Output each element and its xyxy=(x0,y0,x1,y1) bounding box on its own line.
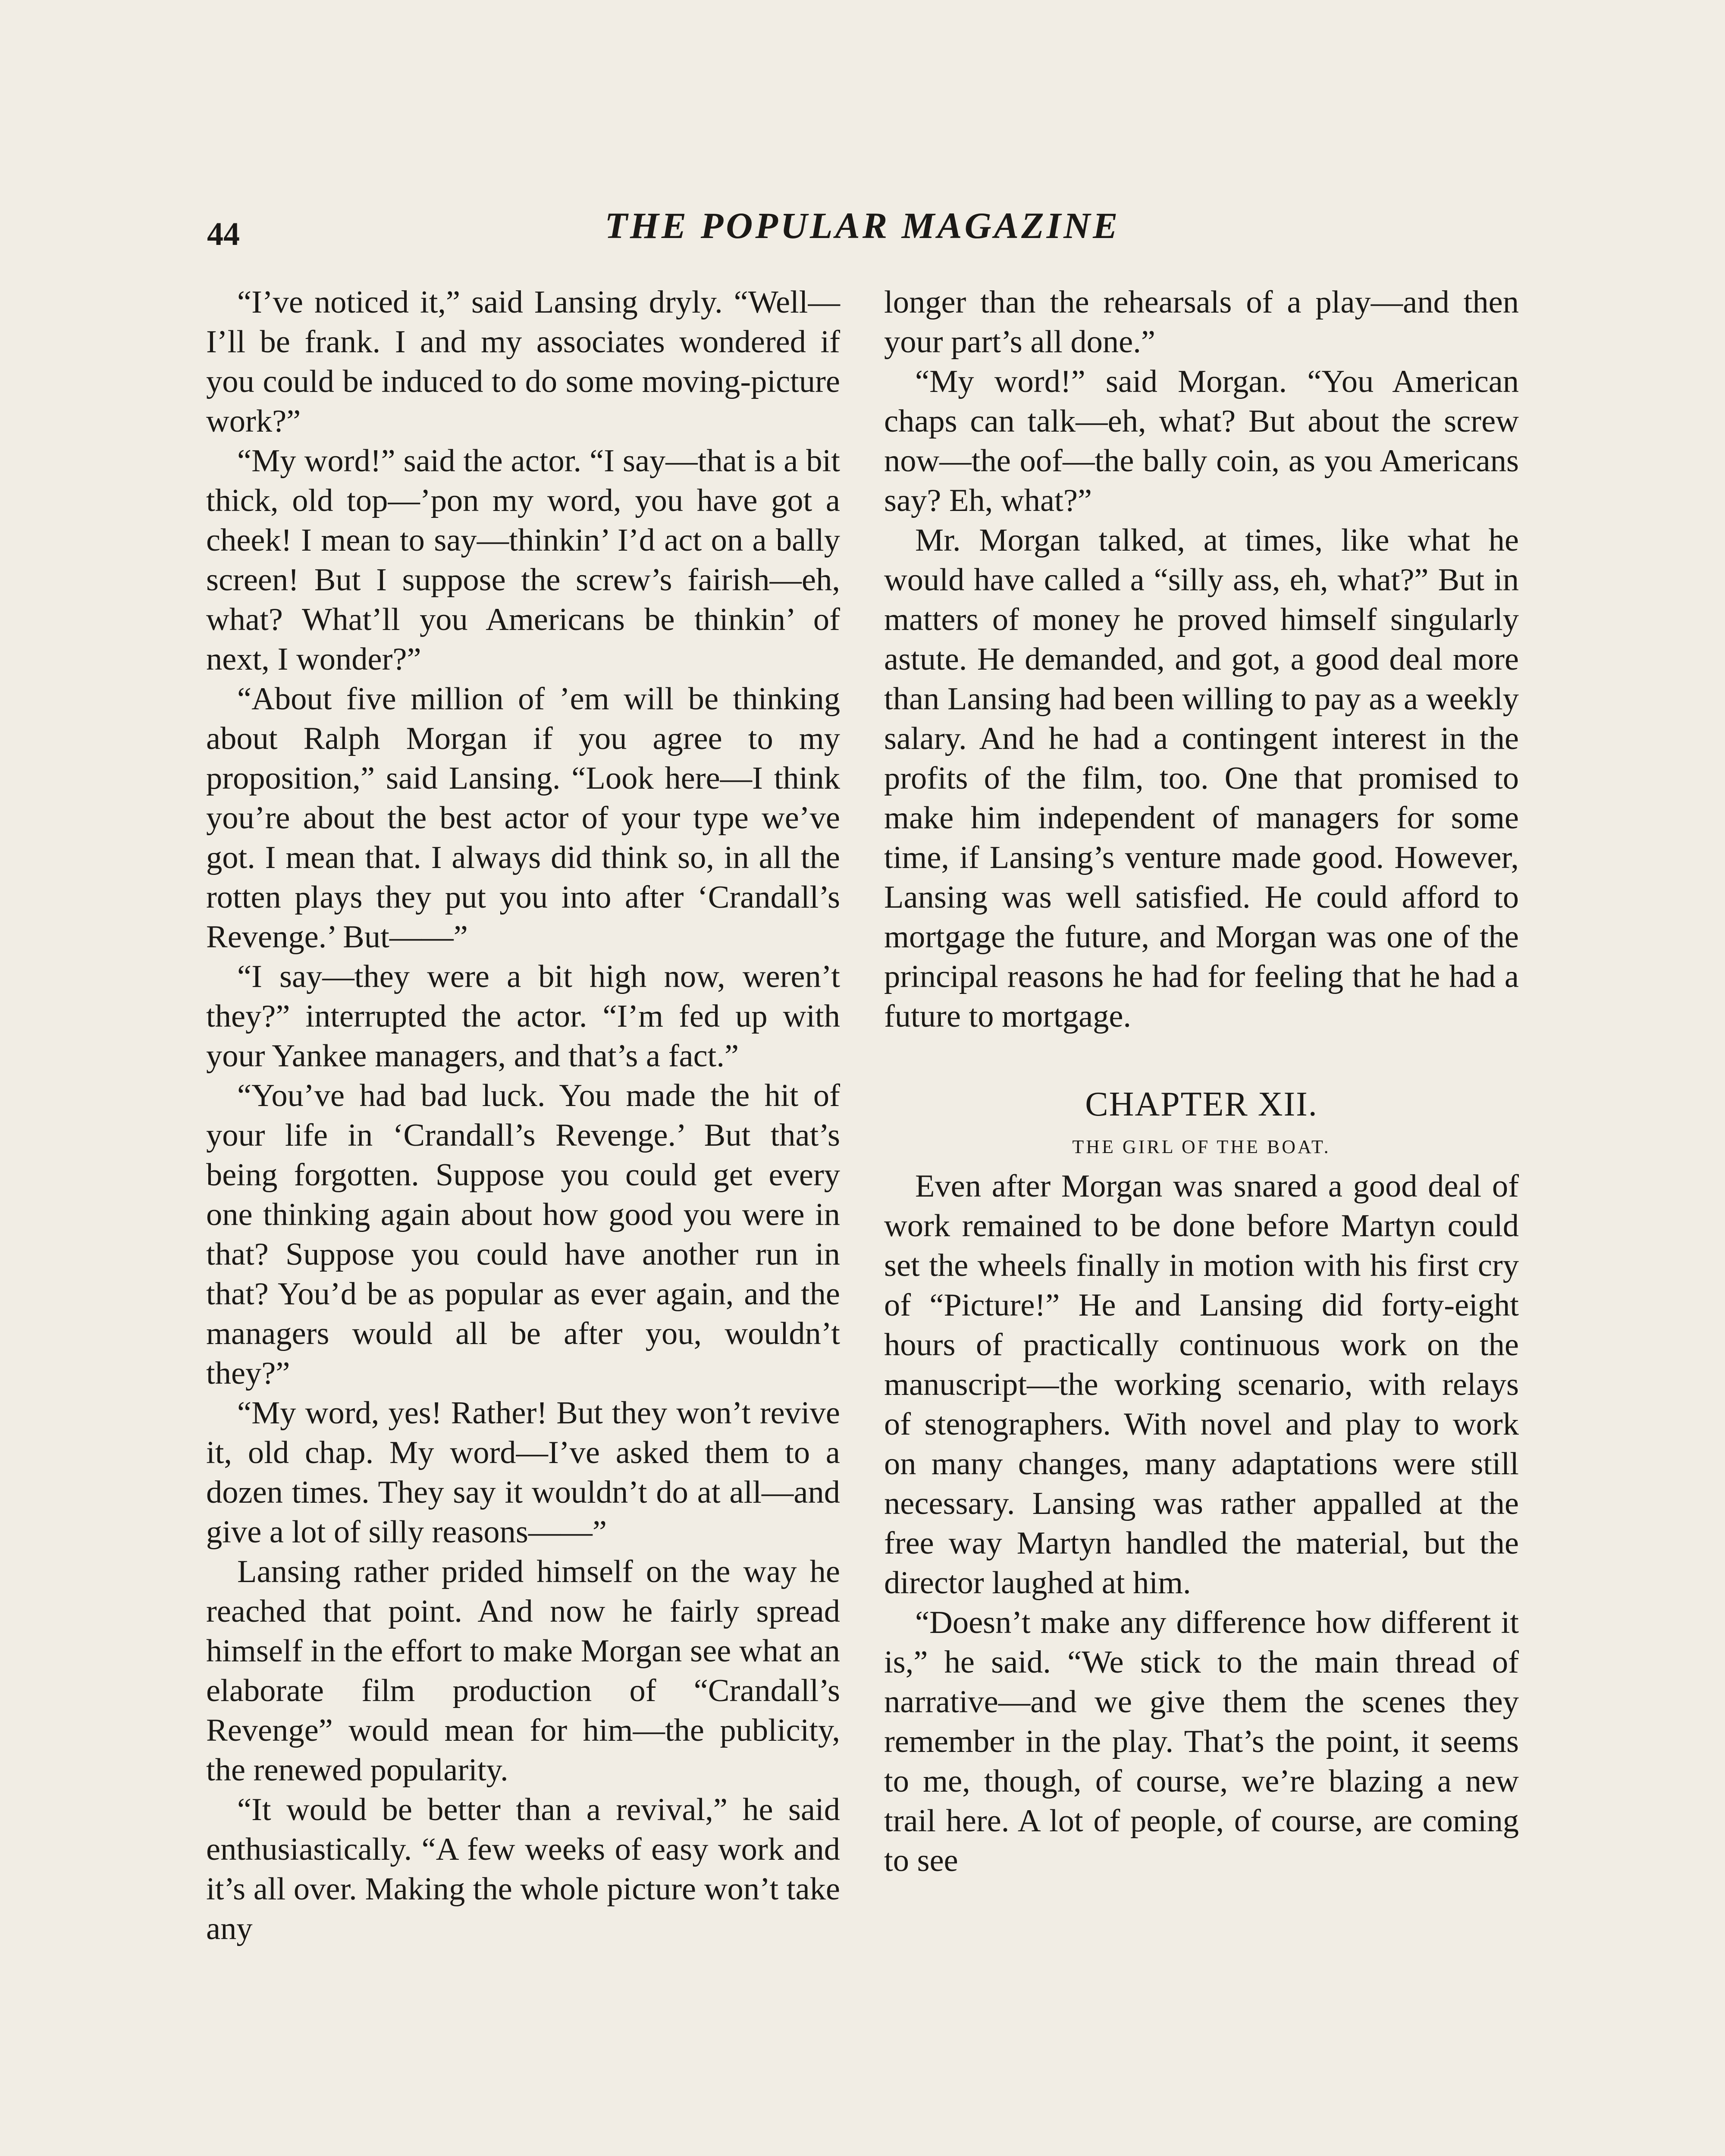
paragraph: longer than the rehearsals of a play—and then your part’s all done.” xyxy=(884,285,1519,360)
paragraph: Mr. Morgan talked, at times, like what he would have called a “silly ass, eh, what?” But in matters of money he proved himself singularly astute. He demanded, and got, a good deal more than Lansing had been willing to pay as a weekly salary. And he had a contingent interest in the profits of the film, too. One that promised to make him independent of managers for some time, if Lansing’s venture made good. However, Lansing was well satisfied. He could afford to mortgage the future, and Morgan was one of the principal reasons he had for feeling that he had a future to mortgage. xyxy=(884,523,1519,1034)
paragraph: Lansing rather prided himself on the way he reached that point. And now he fairly spread himself in the effort to make Morgan see what an elaborate film production of “Crandall’s Revenge” would mean for him—the publicity, the renewed popularity. xyxy=(206,1554,840,1788)
paragraph: “My word, yes! Rather! But they won’t revive it, old chap. My word—I’ve asked them to a dozen times. They say it wouldn’t do at all—and give a lot of silly reasons——” xyxy=(206,1395,840,1550)
running-head: THE POPULAR MAGAZINE xyxy=(605,205,1120,246)
page-number: 44 xyxy=(207,216,240,252)
paragraph: “About five million of ’em will be thinking about Ralph Morgan if you agree to my proposition,” said Lansing. “Look here—I think you’re about the best actor of your type we’ve got. I mean that. I always did think so, in all the rotten plays they put you into after ‘Crandall’s Revenge.’ But——” xyxy=(206,681,840,955)
paragraph: “I’ve noticed it,” said Lansing dryly. “Well—I’ll be frank. I and my associates wondered if you could be induced to do some moving-picture work?” xyxy=(206,285,840,439)
right-column xyxy=(884,282,1519,1880)
paragraph: Even after Morgan was snared a good deal of work remained to be done before Martyn could set the wheels finally in motion with his first cry of “Picture!” He and Lansing did forty-eight hours of practically continuous work on the manuscript—the working scenario, with relays of stenographers. With novel and play to work on many changes, many adaptations were still necessary. Lansing was rather appalled at the free way Martyn handled the material, but the director laughed at him. xyxy=(884,1169,1519,1601)
paragraph: “My word!” said the actor. “I say—that is a bit thick, old top—’pon my word, you have got a cheek! I mean to say—thinkin’ I’d act on a bally screen! But I suppose the screw’s fairish—eh, what? What’ll you Americans be thinkin’ of next, I wonder?” xyxy=(206,443,840,677)
chapter-subheading: THE GIRL OF THE BOAT. xyxy=(1072,1136,1331,1157)
paragraph: “I say—they were a bit high now, weren’t they?” interrupted the actor. “I’m fed up with your Yankee managers, and that’s a fact.” xyxy=(206,959,840,1074)
paragraph: “My word!” said Morgan. “You American chaps can talk—eh, what? But about the screw now—the oof—the bally coin, as you Americans say? Eh, what?” xyxy=(884,364,1519,518)
left-column xyxy=(206,282,840,1949)
paragraph: “You’ve had bad luck. You made the hit of your life in ‘Crandall’s Revenge.’ But that’s being forgotten. Suppose you could get every one thinking again about how good you were in that? Suppose you could have another run in that? You’d be as popular as ever again, and the managers would all be after you, wouldn’t they?” xyxy=(206,1078,840,1391)
paragraph: “Doesn’t make any difference how different it is,” he said. “We stick to the main thread of narrative—and we give them the scenes they remember in the play. That’s the point, it seems to me, though, of course, we’re blazing a new trail here. A lot of people, of course, are coming to see xyxy=(884,1605,1519,1878)
chapter-heading: CHAPTER XII. xyxy=(1085,1085,1318,1123)
paragraph: “It would be better than a revival,” he said enthusiastically. “A few weeks of easy work and it’s all over. Making the whole picture won’t take any xyxy=(206,1792,840,1946)
